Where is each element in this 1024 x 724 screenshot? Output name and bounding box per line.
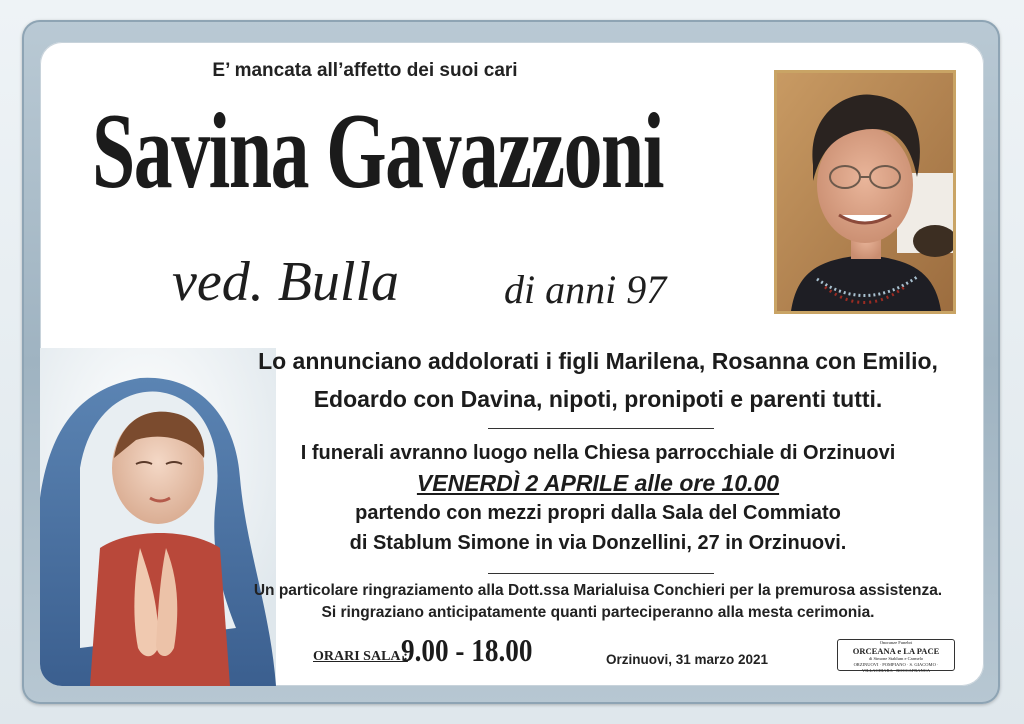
age-text: di anni 97	[504, 267, 667, 312]
portrait-photo	[774, 70, 956, 314]
divider-1	[488, 428, 714, 429]
funeral-agency-logo	[837, 639, 955, 671]
hours-value: 9.00 - 18.00	[401, 632, 533, 668]
funeral-line-4: di Stablum Simone in via Donzellini, 27 in Orzinuovi.	[349, 532, 847, 554]
announcement-line-1: Lo annunciano addolorati i figli Marilena, Rosanna con Emilio,	[258, 348, 938, 374]
agency-top: Onoranze Funebri	[879, 640, 913, 645]
agency-name: ORCEANA e LA PACE	[852, 646, 940, 656]
agency-locations: ORZINUOVI · POMPIANO · S. GIACOMO · VILLACHIARA · ROCCAFRANCA	[853, 662, 939, 673]
funeral-line-1: I funerali avranno luogo nella Chiesa parrocchiale di Orzinuovi	[300, 442, 896, 464]
thanks-line-1: Un particolare ringraziamento alla Dott.ssa Marialuisa Conchieri per la premurosa assistenza.	[253, 582, 943, 599]
intro-text: E’ mancata all’affetto dei suoi cari	[212, 60, 518, 81]
deceased-name: Savina Gavazzoni	[92, 92, 664, 211]
funeral-info	[226, 438, 970, 558]
announcement	[226, 342, 970, 418]
place-date: Orzinuovi, 31 marzo 2021	[606, 652, 769, 667]
announcement-line-2: Edoardo con Davina, nipoti, pronipoti e parenti tutti.	[313, 386, 883, 412]
widow-of: ved. Bulla	[172, 251, 400, 313]
thanks-line-2: Si ringraziano anticipatamente quanti parteciperanno alla mesta cerimonia.	[321, 604, 875, 621]
agency-sub: di Simone Stablum e Carmelo	[868, 656, 924, 661]
thanks	[226, 580, 970, 624]
funeral-line-3: partendo con mezzi propri dalla Sala del Commiato	[355, 502, 841, 524]
notice-card	[40, 42, 984, 686]
hours-label: ORARI SALA :	[313, 649, 408, 664]
divider-2	[488, 573, 714, 574]
funeral-date: VENERDÌ 2 APRILE alle ore 10.00	[416, 470, 780, 496]
portrait-illustration	[777, 73, 953, 311]
